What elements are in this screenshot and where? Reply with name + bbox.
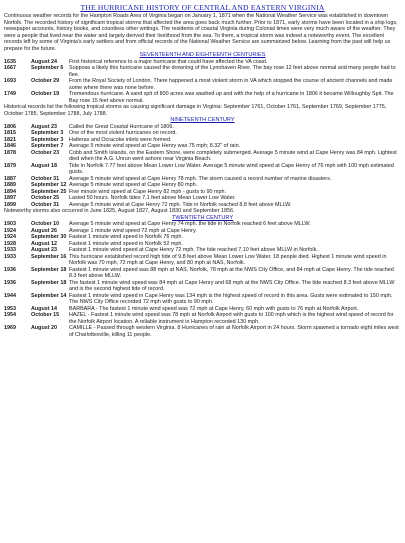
entry-year: 1936 (4, 266, 16, 273)
entry-date: September 12 (31, 182, 67, 189)
entries-19 (4, 124, 401, 209)
entry-year: 1899 (4, 201, 16, 208)
entry-year: 1954 (4, 312, 16, 319)
entry-date: September 6 (31, 65, 64, 72)
entry-description: Fastest 1 minute wind speed in Norfolk 76 mph. (69, 234, 183, 241)
entry-date: August 14 (31, 305, 58, 312)
entry-year: 1936 (4, 279, 16, 286)
hurricane-entry (4, 325, 401, 338)
entry-year: 1953 (4, 305, 16, 312)
entry-date: October 15 (31, 312, 60, 319)
hurricane-entry (4, 254, 401, 267)
entry-description: From the Royal Society of London. There happened a most violent storm in VA which stopped the course of ancient channels and made some where there was none before. (69, 78, 393, 91)
hurricane-entry (4, 293, 401, 306)
entry-year: 1894 (4, 188, 16, 195)
entry-date: September 30 (31, 234, 67, 241)
entry-year: 1887 (4, 175, 16, 182)
entry-year: 1969 (4, 325, 16, 332)
section-heading-19: NINETEENTH CENTURY (170, 117, 235, 124)
entry-year: 1749 (4, 91, 16, 98)
entry-date: August 23 (31, 123, 58, 130)
entry-date: August 20 (31, 325, 58, 332)
entry-year: 1928 (4, 240, 16, 247)
entry-description: Lasted 50 hours. Norfolk tides 7.1 feet above Mean Lower Low Water. (69, 195, 236, 202)
entry-date: October 19 (31, 91, 60, 98)
entry-description: BARBARA - The fastest 1 minute wind speed was 72 mph at Cape Henry, 60 mph with gusts to 76 mph at Norfolk Airport. (69, 305, 359, 312)
entry-year: 1933 (4, 253, 16, 260)
entry-date: October 31 (31, 175, 60, 182)
entry-description: Fastest 1 minute wind speed at Cape Henry 72 mph. The tide reached 7.10 feet above MLLW in Norfolk. (69, 247, 318, 254)
entry-year: 1944 (4, 292, 16, 299)
entry-date: September 14 (31, 292, 67, 299)
entry-year: 1878 (4, 149, 16, 156)
entry-year: 1924 (4, 227, 16, 234)
entry-description: Suppose a likely this hurricane caused the drowning of the Lynnhaven River. The bay rose 12 feet above normal and many people had to flee. (69, 65, 396, 78)
interlude-paragraph: Historical records list the following tropical storms as causing significant damage in Virginia: September 1761, October 1761, September 1769, September 1775, October 1785, September 1788, July 1788. (4, 104, 387, 117)
entry-description: Cobb and Smith Islands, on the Eastern Shore, were completely submerged. Average 5 minute wind at Cape Henry was 84 mph. Lightest died when the A.G. Unrun went ashore near Virginia Beach. (69, 149, 397, 163)
entry-date: August 23 (31, 247, 58, 254)
entry-year: 1806 (4, 123, 16, 130)
entry-year: 1879 (4, 162, 16, 169)
hurricane-entry (4, 163, 401, 176)
entry-date: October 29 (31, 78, 60, 85)
hurricane-entry (4, 267, 401, 280)
entry-date: September 3 (31, 130, 64, 137)
entry-description: CAMILLE - Passed through western Virginia. 8 Hurricanes of rain at Norfolk Airport in 24 hours. Storm spawned a tornado eight miles west of Charlottesville, killing 11 people. (69, 325, 399, 338)
entry-description: Called the Great Coastal Hurricane of 1806. (69, 123, 174, 130)
entry-description: Average 1 minute wind speed 72 mph at Cape Henry. (69, 227, 197, 234)
entry-description: Average 5 minute wind speed at Cape Henry was 75 mph; 8.32" of rain. (69, 143, 241, 150)
entry-year: 1635 (4, 58, 16, 65)
entry-year: 1903 (4, 221, 16, 228)
entry-description: Tremendous hurricane. A sand spit of 800 acres was washed up and with the help of a hurricane in 1806 it became Willoughby Spit. The Bay rose 15 feet above normal. (69, 91, 394, 104)
entry-year: 1924 (4, 234, 16, 241)
entry-date: August 18 (31, 162, 58, 169)
entry-year: 1667 (4, 65, 16, 72)
entry-description: First historical reference to a major hurricane that could have affected the VA coast. (69, 58, 268, 65)
entry-description: This hurricane established record high tide of 9.8 feet above Mean Lower Low Water. 18 people died. Highest 1 minute wind speed in Norfolk was 70 mph, 72 mph at Cape Henry, and 80 mph at NAS, Norfolk. (69, 253, 387, 267)
entry-date: August 12 (31, 240, 58, 247)
entry-date: September 7 (31, 143, 64, 150)
entry-description: Tide in Norfolk 7.77 feet above Mean Lower Low Water. Average 5 minute wind speed at Cape Henry of 76 mph with 100 mph estimated gusts. (69, 162, 394, 176)
entry-description: Fastest 1 minute wind speed was 88 mph at NAS, Norfolk, 78 mph at the NWS City Office, and 84 mph at Cape Henry. The tide reached 8.3 feet above MLLW. (69, 266, 394, 280)
entries-17-18 (4, 59, 401, 105)
entry-date: October 23 (31, 149, 60, 156)
entry-description: Average 5 minute wind at Cape Henry 72 mph. Tide in Norfolk reached 8.8 feet above MLLW. (69, 201, 292, 208)
entry-description: HAZEL - Fastest 1 minute wind speed was 78 mph at Norfolk Airport with gusts to 100 mph which is the highest wind speed of record for the Norfolk Airport location. A reliable instrument in Hampton recorded 130 mph. (69, 312, 394, 325)
page-title: THE HURRICANE HISTORY OF CENTRAL AND EASTERN VIRGINIA (80, 3, 325, 12)
entry-year: 1889 (4, 182, 16, 189)
entry-year: 1821 (4, 136, 16, 143)
intro-paragraph: Continuous weather records for the Hampton Roads Area of Virginia began on January 1, 1871 when the National Weather Service was established in downtown Norfolk. The recorded history of significant tropical storms that affected the area goes back much further. Prior to 1871, early storms have been located in a ship logs, newspaper accounts, history books, and countless other writings. The residents of coastal Virginia during Colonial times were very much aware of the weather. They were a people that lived near the water and largely derived their livelihood from the sea. To them, a tropical storm was indeed a noteworthy event. The excellent records left by some of Virginia's early settlers and from official records of the National Weather Service are summarized below. Learning from the past will help us prepare for the future. (4, 13, 398, 52)
entry-date: September 18 (31, 266, 67, 273)
entry-date: September 18 (31, 279, 67, 286)
section-heading-20: TWENTIETH CENTURY (171, 214, 234, 221)
entry-description: Average 5 minute wind speed at Cape Henry 78 mph. The storm caused a record number of marine disasters. (69, 175, 332, 182)
entry-year: 1693 (4, 78, 16, 85)
entry-date: October 25 (31, 195, 60, 202)
entry-description: One of the most violent hurricanes on record. (69, 130, 177, 137)
entry-description: Average 5 minute wind speed at Cape Henry 80 mph. (69, 182, 198, 189)
entry-year: 1846 (4, 143, 16, 150)
entry-date: October 10 (31, 221, 60, 228)
hurricane-entry (4, 91, 401, 104)
entry-date: October 31 (31, 201, 60, 208)
entries-20 (4, 221, 401, 338)
entry-description: Five minute wind speed at Cape Henry 82 mph - gusts to 90 mph. (69, 188, 227, 195)
hurricane-entry (4, 312, 401, 325)
hurricane-entry (4, 65, 401, 78)
entry-description: Fastest 1 minute wind speed in Cape Henry was 134 mph is the highest speed of record in this area. Gusts were estimated to 150 mph. The NWS City Office recorded 72 mph with gusts to 90 mph. (69, 292, 393, 306)
entry-description: Fastest 1 minute wind speed in Norfolk 52 mph. (69, 240, 183, 247)
hurricane-entry (4, 280, 401, 293)
entry-date: September 16 (31, 253, 67, 260)
entry-year: 1897 (4, 195, 16, 202)
entry-description: Hatteras and Ocracoke inlets were formed. (69, 136, 172, 143)
entry-year: 1933 (4, 247, 16, 254)
hurricane-entry (4, 150, 401, 163)
entry-date: September 3 (31, 136, 64, 143)
entry-date: August 24 (31, 58, 58, 65)
entry-date: September 25 (31, 188, 67, 195)
note-19: Noteworthy storms also occurred in June 1825, August 1827, August 1830 and September 1856. (4, 208, 235, 215)
entry-year: 1815 (4, 130, 16, 137)
entry-description: Average 5 minute wind speed at Cape Henry 74 mph. the tide in Norfolk reached 6 feet above MLLW. (69, 221, 311, 228)
entry-date: August 26 (31, 227, 58, 234)
entry-description: The fastest 1 minute wind speed was 84 mph at Cape Henry and 68 mph at the NWS City Office. The tide reached 8.3 feet above MLLW and is the second highest tide of record. (69, 279, 395, 293)
hurricane-entry (4, 78, 401, 91)
section-heading-17-18: SEVENTEENTH AND EIGHTEENTH CENTURIES (139, 52, 266, 58)
